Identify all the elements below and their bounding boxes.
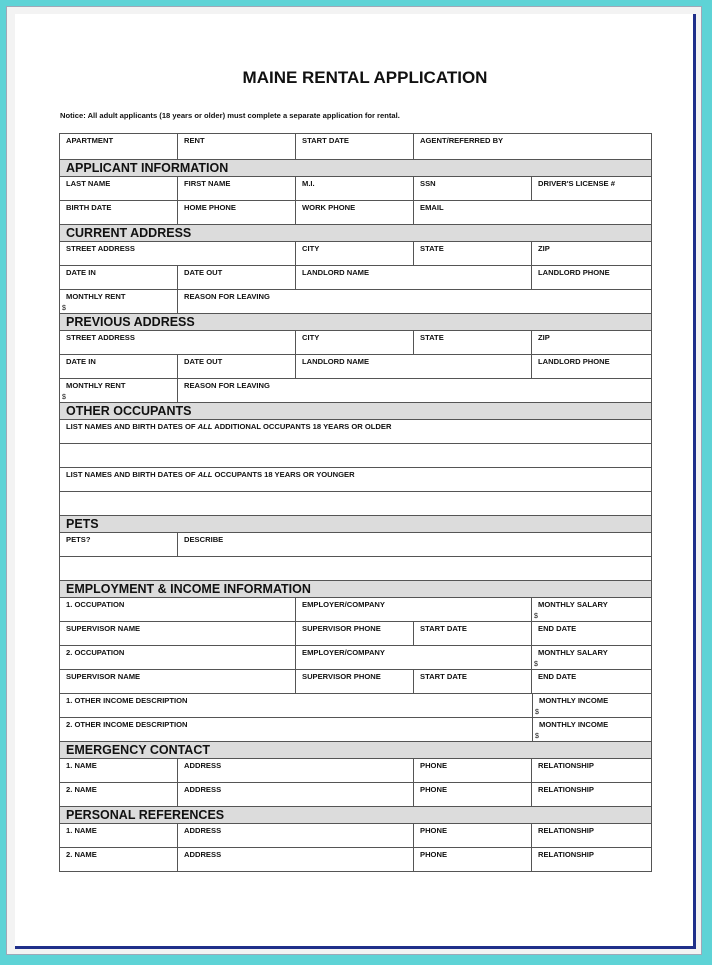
occupants-older-field[interactable]	[60, 444, 651, 467]
emergency-name-1-field[interactable]: 1. NAME	[60, 759, 178, 782]
date-out-field[interactable]: DATE OUT	[178, 355, 296, 378]
dollar-sign: $	[535, 709, 539, 716]
reason-for-leaving-field[interactable]: REASON FOR LEAVING	[184, 381, 270, 390]
street-address-field[interactable]: STREET ADDRESS	[60, 331, 296, 354]
section-employment-income: EMPLOYMENT & INCOME INFORMATION	[60, 581, 651, 598]
occupants-younger-field[interactable]	[60, 492, 651, 515]
section-current-address: CURRENT ADDRESS	[60, 225, 651, 242]
previous-address-row-1	[60, 331, 651, 355]
references-row-2	[60, 848, 651, 872]
home-phone-field[interactable]: HOME PHONE	[178, 201, 296, 224]
dollar-sign: $	[62, 305, 66, 312]
middle-initial-field[interactable]: M.I.	[296, 177, 414, 200]
street-address-field[interactable]: STREET ADDRESS	[60, 242, 296, 265]
occupants-older-label-row	[60, 420, 651, 444]
dollar-sign: $	[62, 394, 66, 401]
emergency-address-2-field[interactable]: ADDRESS	[178, 783, 414, 806]
emergency-name-2-field[interactable]: 2. NAME	[60, 783, 178, 806]
state-field[interactable]: STATE	[414, 331, 532, 354]
employment-row-5	[60, 694, 651, 718]
landlord-phone-field[interactable]: LANDLORD PHONE	[538, 357, 610, 366]
employment-row-2	[60, 622, 651, 646]
emergency-address-1-field[interactable]: ADDRESS	[178, 759, 414, 782]
previous-address-row-3	[60, 379, 651, 403]
occupants-younger-text-end: OCCUPANTS 18 YEARS OR YOUNGER	[212, 470, 355, 479]
monthly-salary-label: MONTHLY SALARY	[538, 648, 608, 657]
monthly-rent-field[interactable]	[60, 379, 178, 402]
occupants-younger-text: LIST NAMES AND BIRTH DATES OF	[66, 470, 198, 479]
occupants-older-text-end: ADDITIONAL OCCUPANTS 18 YEARS OR OLDER	[212, 422, 392, 431]
section-applicant-information: APPLICANT INFORMATION	[60, 160, 651, 177]
section-emergency-contact: EMERGENCY CONTACT	[60, 742, 651, 759]
employment-row-6	[60, 718, 651, 742]
employer-2-field[interactable]: EMPLOYER/COMPANY	[296, 646, 532, 669]
reason-for-leaving-field[interactable]: REASON FOR LEAVING	[184, 292, 270, 301]
pets-details-field[interactable]	[60, 557, 651, 580]
start-date-2-field[interactable]: START DATE	[414, 670, 532, 693]
ssn-field[interactable]: SSN	[414, 177, 532, 200]
emergency-phone-2-field[interactable]: PHONE	[414, 783, 532, 806]
emergency-relationship-2-field[interactable]: RELATIONSHIP	[538, 785, 594, 794]
date-out-field[interactable]: DATE OUT	[178, 266, 296, 289]
section-personal-references: PERSONAL REFERENCES	[60, 807, 651, 824]
drivers-license-field[interactable]: DRIVER'S LICENSE #	[538, 179, 615, 188]
other-income-2-field[interactable]: 2. OTHER INCOME DESCRIPTION	[60, 718, 533, 741]
birth-date-field[interactable]: BIRTH DATE	[60, 201, 178, 224]
agent-referred-field[interactable]: AGENT/REFERRED BY	[420, 136, 504, 145]
zip-field[interactable]: ZIP	[538, 333, 550, 342]
monthly-rent-field[interactable]	[60, 290, 178, 313]
work-phone-field[interactable]: WORK PHONE	[296, 201, 414, 224]
monthly-income-label: MONTHLY INCOME	[539, 696, 609, 705]
date-in-field[interactable]: DATE IN	[60, 266, 178, 289]
monthly-salary-2-field[interactable]	[532, 646, 651, 669]
landlord-name-field[interactable]: LANDLORD NAME	[296, 355, 532, 378]
employment-row-4	[60, 670, 651, 694]
end-date-2-field[interactable]: END DATE	[538, 672, 577, 681]
start-date-1-field[interactable]: START DATE	[414, 622, 532, 645]
other-income-1-field[interactable]: 1. OTHER INCOME DESCRIPTION	[60, 694, 533, 717]
rental-application-form	[59, 133, 652, 872]
monthly-income-label: MONTHLY INCOME	[539, 720, 609, 729]
end-date-1-field[interactable]: END DATE	[538, 624, 577, 633]
dollar-sign: $	[535, 733, 539, 740]
reference-phone-1-field[interactable]: PHONE	[414, 824, 532, 847]
notice-text: Notice: All adult applicants (18 years or older) must complete a separate application for rental.	[60, 111, 400, 120]
section-pets: PETS	[60, 516, 651, 533]
reference-relationship-1-field[interactable]: RELATIONSHIP	[538, 826, 594, 835]
occupants-younger-emphasis: ALL	[197, 470, 213, 479]
supervisor-name-2-field[interactable]: SUPERVISOR NAME	[60, 670, 296, 693]
current-address-row-3	[60, 290, 651, 314]
employment-row-1	[60, 598, 651, 622]
section-other-occupants: OTHER OCCUPANTS	[60, 403, 651, 420]
monthly-income-1-field[interactable]	[533, 694, 651, 717]
landlord-phone-field[interactable]: LANDLORD PHONE	[538, 268, 610, 277]
occupants-older-text: LIST NAMES AND BIRTH DATES OF	[66, 422, 198, 431]
reference-name-1-field[interactable]: 1. NAME	[60, 824, 178, 847]
state-field[interactable]: STATE	[414, 242, 532, 265]
city-field[interactable]: CITY	[296, 331, 414, 354]
monthly-income-2-field[interactable]	[533, 718, 651, 741]
monthly-salary-label: MONTHLY SALARY	[538, 600, 608, 609]
occupation-1-field[interactable]: 1. OCCUPATION	[60, 598, 296, 621]
reference-address-2-field[interactable]: ADDRESS	[178, 848, 414, 871]
pets-field[interactable]: PETS?	[60, 533, 178, 556]
dollar-sign: $	[534, 613, 538, 620]
applicant-row-1	[60, 177, 651, 201]
emergency-phone-1-field[interactable]: PHONE	[414, 759, 532, 782]
applicant-row-2	[60, 201, 651, 225]
describe-pets-field[interactable]: DESCRIBE	[184, 535, 224, 544]
page-title: MAINE RENTAL APPLICATION	[242, 68, 488, 87]
top-row	[60, 134, 651, 160]
supervisor-phone-2-field[interactable]: SUPERVISOR PHONE	[296, 670, 414, 693]
occupants-older-entry-row	[60, 444, 651, 468]
emergency-relationship-1-field[interactable]: RELATIONSHIP	[538, 761, 594, 770]
current-address-row-2	[60, 266, 651, 290]
reference-address-1-field[interactable]: ADDRESS	[178, 824, 414, 847]
city-field[interactable]: CITY	[296, 242, 414, 265]
occupants-younger-label-row	[60, 468, 651, 492]
employment-row-3	[60, 646, 651, 670]
monthly-rent-label: MONTHLY RENT	[66, 292, 126, 301]
occupation-2-field[interactable]: 2. OCCUPATION	[60, 646, 296, 669]
rent-field[interactable]: RENT	[178, 134, 296, 159]
monthly-salary-1-field[interactable]	[532, 598, 651, 621]
pets-row-1	[60, 533, 651, 557]
start-date-field[interactable]: START DATE	[296, 134, 414, 159]
reference-name-2-field[interactable]: 2. NAME	[60, 848, 178, 871]
email-field[interactable]: EMAIL	[420, 203, 444, 212]
current-address-row-1	[60, 242, 651, 266]
dollar-sign: $	[534, 661, 538, 668]
supervisor-name-1-field[interactable]: SUPERVISOR NAME	[60, 622, 296, 645]
apartment-field[interactable]: APARTMENT	[60, 134, 178, 159]
references-row-1	[60, 824, 651, 848]
last-name-field[interactable]: LAST NAME	[60, 177, 178, 200]
landlord-name-field[interactable]: LANDLORD NAME	[296, 266, 532, 289]
first-name-field[interactable]: FIRST NAME	[178, 177, 296, 200]
date-in-field[interactable]: DATE IN	[60, 355, 178, 378]
section-previous-address: PREVIOUS ADDRESS	[60, 314, 651, 331]
monthly-rent-label: MONTHLY RENT	[66, 381, 126, 390]
employer-1-field[interactable]: EMPLOYER/COMPANY	[296, 598, 532, 621]
occupants-older-label	[60, 420, 651, 443]
reference-phone-2-field[interactable]: PHONE	[414, 848, 532, 871]
emergency-row-1	[60, 759, 651, 783]
pets-row-2	[60, 557, 651, 581]
previous-address-row-2	[60, 355, 651, 379]
occupants-younger-label	[60, 468, 651, 491]
occupants-younger-entry-row	[60, 492, 651, 516]
zip-field[interactable]: ZIP	[538, 244, 550, 253]
supervisor-phone-1-field[interactable]: SUPERVISOR PHONE	[296, 622, 414, 645]
occupants-older-emphasis: ALL	[197, 422, 213, 431]
reference-relationship-2-field[interactable]: RELATIONSHIP	[538, 850, 594, 859]
emergency-row-2	[60, 783, 651, 807]
